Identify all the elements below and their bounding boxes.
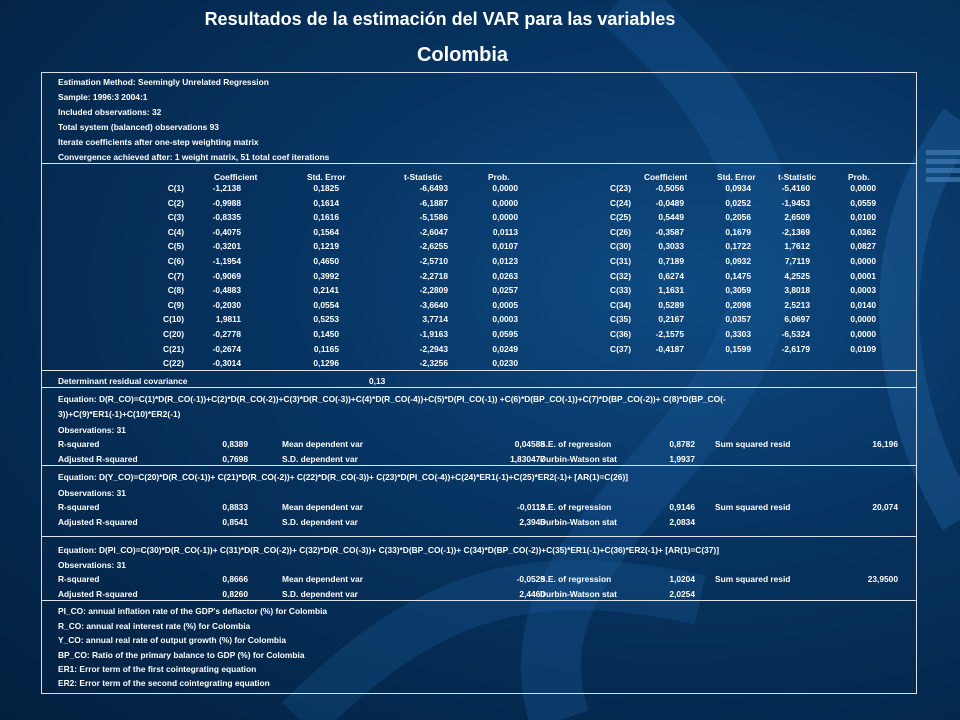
stat-value: 23,9500 [867, 574, 898, 584]
stat-value: 16,196 [872, 439, 898, 449]
coef-value: 0,2098 [725, 299, 751, 310]
coef-value: 0,7189 [658, 256, 684, 266]
coef-value: -0,5056 [655, 183, 684, 193]
coef-label: C(30) [610, 241, 631, 252]
stat-value: -0,0529 [516, 574, 545, 584]
divider [42, 370, 916, 371]
coef-label: C(21) [163, 343, 184, 354]
coef-value: 0,3992 [313, 270, 339, 281]
stat-label: Durbin-Watson stat [540, 454, 617, 464]
coef-label: C(37) [610, 343, 631, 354]
coef-value: -0,4883 [212, 285, 241, 296]
header-line: Sample: 1996:3 2004:1 [58, 92, 148, 102]
coef-value: -5,1586 [419, 212, 448, 223]
stat-label: Sum squared resid [715, 574, 791, 584]
coef-value: 0,1219 [313, 241, 339, 252]
stat-value: 0,04588 [514, 439, 545, 449]
header-line: Estimation Method: Seemingly Unrelated Regression [58, 77, 269, 87]
coef-value: -1,1954 [212, 256, 241, 266]
coef-value: -0,3014 [212, 358, 241, 369]
stat-value: 20,074 [872, 502, 898, 512]
note-line: ER2: Error term of the second cointegrating equation [58, 678, 270, 688]
divider [42, 536, 916, 537]
coef-label: C(1) [167, 183, 184, 193]
coef-value: 2,5213 [784, 299, 810, 310]
coef-value: 0,0827 [850, 241, 876, 252]
stat-label: S.E. of regression [540, 574, 612, 584]
stat-label: Adjusted R-squared [58, 454, 138, 464]
coef-value: -0,9988 [212, 197, 241, 208]
coef-value: 0,1679 [725, 226, 751, 237]
coef-label: C(25) [610, 212, 631, 223]
coef-value: -0,4187 [655, 343, 684, 354]
coef-value: -0,2778 [212, 329, 241, 339]
coef-label: C(9) [167, 299, 184, 310]
determinant-label: Determinant residual covariance [58, 376, 188, 386]
coef-value: 0,3059 [725, 285, 751, 296]
stat-label: Mean dependent var [282, 574, 363, 584]
coef-label: C(23) [610, 183, 631, 193]
coef-label: C(36) [610, 329, 631, 339]
stat-label: Sum squared resid [715, 502, 791, 512]
equation-text: Equation: D(Y_CO)=C(20)*D(R_CO(-1))+ C(21)*D(R_CO(-2))+ C(22)*D(R_CO(-3))+ C(23)*D(PI_CO(-4))+C(24)*ER1(-1)+C(25)*ER2(-1)+ [AR(1)=C(26)] [58, 472, 629, 482]
coef-value: -3,6640 [419, 299, 448, 310]
column-header: Coefficient [644, 172, 688, 182]
equation-text: Equation: D(R_CO)=C(1)*D(R_CO(-1))+C(2)*D(R_CO(-2))+C(3)*D(R_CO(-3))+C(4)*D(R_CO(-4))+C(5)*D(PI_CO(-1)) +C(6)*D(BP_CO(-1))+C(7)*D(BP_CO(-2))+ C(8)*D(BP_CO(- [58, 394, 726, 404]
coef-label: C(7) [167, 270, 184, 281]
coef-label: C(4) [167, 226, 184, 237]
stat-label: Mean dependent var [282, 439, 363, 449]
coef-value: 0,5449 [658, 212, 684, 223]
stat-label: Sum squared resid [715, 439, 791, 449]
column-header: Prob. [488, 172, 510, 182]
stat-value: 2,3945 [519, 517, 545, 527]
coef-value: 0,0559 [850, 197, 876, 208]
page-title: Resultados de la estimación del VAR para las variables [204, 9, 676, 29]
stat-value: 1,9937 [669, 454, 695, 464]
stat-label: Adjusted R-squared [58, 589, 138, 599]
coef-value: 0,1825 [313, 183, 339, 193]
stat-value: 0,8389 [222, 439, 248, 449]
stat-value: 0,8541 [222, 517, 248, 527]
divider [42, 387, 916, 388]
coef-value: -2,6255 [419, 241, 448, 252]
coef-value: 6,0697 [784, 314, 810, 325]
coef-label: C(24) [610, 197, 631, 208]
coef-value: 7,7119 [784, 256, 810, 266]
coef-value: -6,6493 [419, 183, 448, 193]
coef-value: -0,9069 [212, 270, 241, 281]
coef-value: 0,5253 [313, 314, 339, 325]
note-line: BP_CO: Ratio of the primary balance to GDP (%) for Colombia [58, 650, 305, 660]
stat-label: Adjusted R-squared [58, 517, 138, 527]
stat-value: 2,0834 [669, 517, 695, 527]
coef-value: 0,3033 [658, 241, 684, 252]
stat-label: S.D. dependent var [282, 517, 358, 527]
results-panel [41, 72, 917, 694]
coef-value: 0,0113 [492, 226, 518, 237]
stat-value: 0,8666 [222, 574, 248, 584]
coef-value: 0,2141 [313, 285, 339, 296]
stat-label: R-squared [58, 574, 100, 584]
coef-value: 0,0357 [725, 314, 751, 325]
coef-value: 0,0249 [492, 343, 518, 354]
decorative-stripes-icon [926, 150, 960, 190]
note-line: ER1: Error term of the first cointegrating equation [58, 664, 257, 674]
stat-value: 0,7698 [222, 454, 248, 464]
coef-value: 0,0362 [850, 226, 876, 237]
divider [42, 600, 916, 601]
coef-value: -2,6179 [781, 343, 810, 354]
coef-value: -2,2718 [419, 270, 448, 281]
coef-value: 0,0140 [850, 299, 876, 310]
coef-value: 0,0000 [492, 183, 518, 193]
coef-label: C(3) [167, 212, 184, 223]
coef-label: C(5) [167, 241, 184, 252]
coef-value: 0,1564 [313, 226, 339, 237]
coef-value: -2,1575 [655, 329, 684, 339]
coef-value: 1,7612 [784, 241, 810, 252]
coef-value: 0,6274 [658, 270, 684, 281]
coef-value: 3,7714 [422, 314, 448, 325]
coef-value: -2,2943 [419, 343, 448, 354]
coef-label: C(2) [167, 197, 184, 208]
coef-value: 0,0123 [492, 256, 518, 266]
stat-label: R-squared [58, 439, 100, 449]
header-line: Convergence achieved after: 1 weight matrix, 51 total coef iterations [58, 152, 330, 162]
stat-label: Durbin-Watson stat [540, 589, 617, 599]
coef-value: 0,0000 [850, 314, 876, 325]
stat-label: S.D. dependent var [282, 589, 358, 599]
column-header: t-Statistic [778, 172, 817, 182]
stat-value: -0,0112 [517, 502, 545, 512]
coef-value: 0,0107 [492, 241, 518, 252]
coef-value: -2,2809 [419, 285, 448, 296]
coef-value: 3,8018 [784, 285, 810, 296]
page-subtitle: Colombia [416, 44, 509, 66]
coef-label: C(20) [163, 329, 184, 339]
equation-text: 3))+C(9)*ER1(-1)+C(10)*ER2(-1) [58, 409, 181, 419]
coef-value: 0,1722 [725, 241, 751, 252]
column-header: Std. Error [307, 172, 346, 182]
coef-value: 0,0934 [725, 183, 751, 193]
coef-value: 0,1450 [313, 329, 339, 339]
equation-text: Equation: D(PI_CO)=C(30)*D(R_CO(-1))+ C(31)*D(R_CO(-2))+ C(32)*D(R_CO(-3))+ C(33)*D(BP_CO(-1))+ C(34)*D(BP_CO(-2))+C(35)*ER1(-1)+C(36)*ER2(-1)+ [AR(1)=C(37)] [58, 545, 720, 555]
coef-value: 0,0100 [850, 212, 876, 223]
coef-value: -1,9163 [419, 329, 448, 339]
coef-value: 0,1614 [313, 197, 339, 208]
coef-value: 0,2056 [725, 212, 751, 223]
coef-value: -6,5324 [781, 329, 810, 339]
coef-value: -0,0489 [655, 197, 684, 208]
observations: Observations: 31 [58, 425, 126, 435]
coef-value: 0,0000 [850, 329, 876, 339]
divider [42, 163, 916, 164]
coef-value: 1,9811 [215, 314, 241, 325]
header-line: Iterate coefficients after one-step weighting matrix [58, 137, 259, 147]
coef-label: C(10) [163, 314, 184, 325]
coef-value: -0,4075 [212, 226, 241, 237]
coef-value: 0,0000 [492, 197, 518, 208]
coef-value: -2,6047 [419, 226, 448, 237]
coef-value: -1,2138 [212, 183, 241, 193]
coef-value: 0,0230 [492, 358, 518, 369]
coef-value: 0,0252 [725, 197, 751, 208]
coef-label: C(22) [163, 358, 184, 369]
coef-label: C(26) [610, 226, 631, 237]
stat-label: Durbin-Watson stat [540, 517, 617, 527]
coef-value: -0,2674 [212, 343, 241, 354]
coef-value: 0,0554 [313, 299, 339, 310]
coef-value: 0,0595 [492, 329, 518, 339]
coef-value: 0,4650 [313, 256, 339, 266]
coef-value: 0,0003 [492, 314, 518, 325]
coef-value: 0,0257 [492, 285, 518, 296]
coef-value: -0,3587 [655, 226, 684, 237]
stat-value: 0,8782 [669, 439, 695, 449]
coef-value: -0,8335 [212, 212, 241, 223]
coef-value: -1,9453 [781, 197, 810, 208]
header-line: Included observations: 32 [58, 107, 162, 117]
coef-value: 0,1296 [313, 358, 339, 369]
coef-value: 0,1475 [725, 270, 751, 281]
coef-value: 4,2525 [784, 270, 810, 281]
coef-value: 0,0000 [850, 256, 876, 266]
stat-label: S.E. of regression [540, 439, 612, 449]
coef-value: 0,0263 [492, 270, 518, 281]
coef-label: C(35) [610, 314, 631, 325]
column-header: Coefficient [214, 172, 258, 182]
observations: Observations: 31 [58, 560, 126, 570]
stat-label: R-squared [58, 502, 100, 512]
coef-value: -2,1369 [781, 226, 810, 237]
coef-value: 0,1165 [313, 343, 339, 354]
coef-value: 0,0005 [492, 299, 518, 310]
coef-label: C(33) [610, 285, 631, 296]
coef-value: -2,5710 [419, 256, 448, 266]
coef-label: C(6) [167, 256, 184, 266]
coef-label: C(34) [610, 299, 631, 310]
column-header: Std. Error [717, 172, 756, 182]
note-line: Y_CO: annual real rate of output growth (%) for Colombia [58, 635, 286, 645]
coef-value: 0,5289 [658, 299, 684, 310]
stat-label: S.D. dependent var [282, 454, 358, 464]
stat-value: 1,830477 [510, 454, 545, 464]
coef-value: 0,1616 [313, 212, 339, 223]
coef-value: 0,0932 [725, 256, 751, 266]
coef-value: 0,0000 [492, 212, 518, 223]
stat-value: 0,8833 [222, 502, 248, 512]
stat-value: 1,0204 [669, 574, 695, 584]
coef-value: 0,3303 [725, 329, 751, 339]
stat-value: 0,9146 [669, 502, 695, 512]
column-header: Prob. [848, 172, 870, 182]
coef-value: 0,1599 [725, 343, 751, 354]
coef-value: 2,6509 [784, 212, 810, 223]
coef-label: C(31) [610, 256, 631, 266]
divider [42, 465, 916, 466]
column-header: t-Statistic [404, 172, 443, 182]
coef-value: 0,2167 [658, 314, 684, 325]
stat-value: 2,0254 [669, 589, 695, 599]
coef-value: -6,1887 [419, 197, 448, 208]
note-line: R_CO: annual real interest rate (%) for Colombia [58, 621, 251, 631]
coef-value: -5,4160 [781, 183, 810, 193]
coef-value: 0,0109 [850, 343, 876, 354]
coef-value: 0,0000 [850, 183, 876, 193]
coef-label: C(8) [167, 285, 184, 296]
coef-label: C(32) [610, 270, 631, 281]
stat-label: S.E. of regression [540, 502, 612, 512]
stat-label: Mean dependent var [282, 502, 363, 512]
coef-value: -2,3256 [419, 358, 448, 369]
header-line: Total system (balanced) observations 93 [58, 122, 219, 132]
coef-value: -0,2030 [212, 299, 241, 310]
coef-value: 1,1631 [658, 285, 684, 296]
observations: Observations: 31 [58, 488, 126, 498]
stat-value: 0,8260 [222, 589, 248, 599]
coef-value: 0,0001 [850, 270, 876, 281]
determinant-value: 0,13 [369, 376, 386, 386]
stat-value: 2,4460 [519, 589, 545, 599]
note-line: PI_CO: annual inflation rate of the GDP's deflactor (%) for Colombia [58, 606, 328, 616]
coef-value: 0,0003 [850, 285, 876, 296]
coef-value: -0,3201 [212, 241, 241, 252]
